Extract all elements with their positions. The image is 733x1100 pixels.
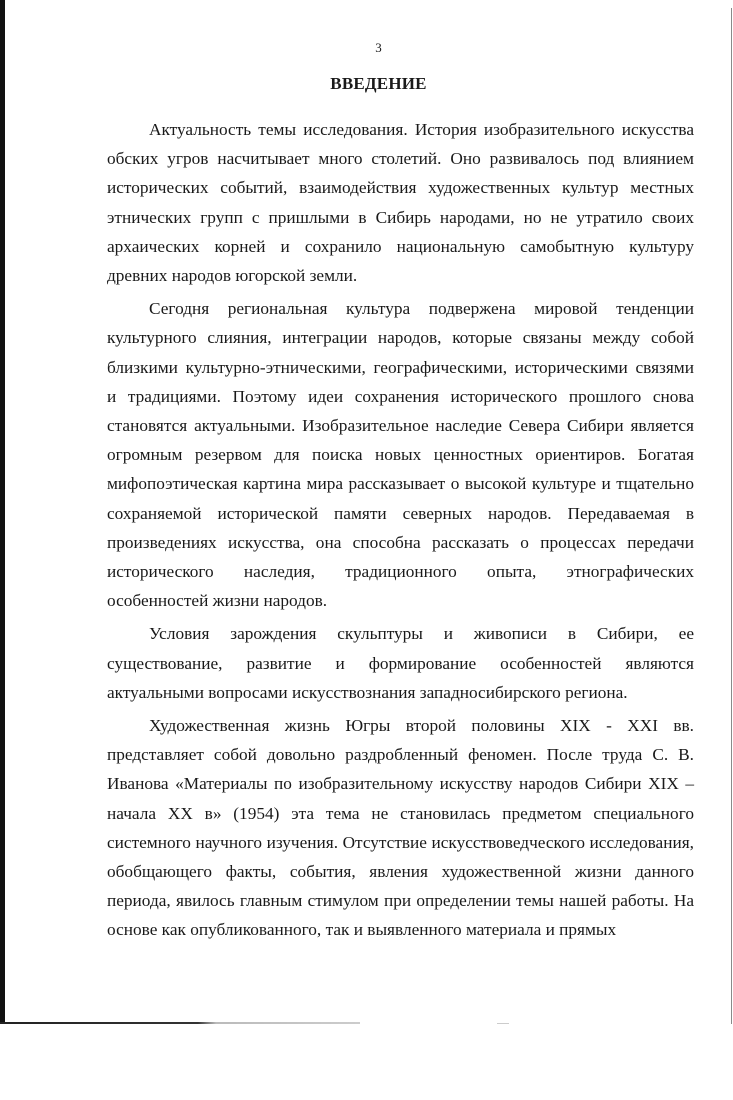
scan-left-border [0,0,5,1024]
page-number: 3 [375,40,382,55]
paragraph-sculpture-conditions: Условия зарождения скульптуры и живописи в Сибири, ее существование, развитие и формирование особенностей являются актуальными вопросами искусствознания западносибирского региона. [107,624,694,702]
scan-right-border [731,8,732,1024]
page-title: ВВЕДЕНИЕ [330,74,427,93]
scan-bottom-border-fragment [497,1023,509,1024]
paragraph-regional-culture: Сегодня региональная культура подвержена мировой тенденции культурного слияния, интеграции народов, которые связаны между собой близкими культурно-этническими, географическими, историческими связями и традициями. Поэтому идеи сохранения исторического прошлого снова становятся актуальными. Изобразительное наследие Севера Сибири является огромным резервом для поиска новых ценностных ориентиров. Богатая мифопоэтическая картина мира рассказывает о высокой культуре и тщательно сохраняемой исторической памяти северных народов. Передаваемая в произведениях искусства, она способна рассказать о процессах передачи исторического наследия, традиционного опыта, этнографических особенностей жизни народов. [107,299,694,611]
paragraph-relevance: Актуальность темы исследования. История изобразительного искусства обских угров насчитывает много столетий. Оно развивалось под влиянием исторических событий, взаимодействия художественных культур местных этнических групп с пришлыми в Сибирь народами, но не утратило своих архаических корней и сохранило национальную самобытную культуру древних народов югорской земли. [107,120,694,286]
scan-bottom-border [0,1022,360,1024]
paragraph-artistic-life: Художественная жизнь Югры второй половины XIX - XXI вв. представляет собой довольно раздробленный феномен. После труда С. В. Иванова «Материалы по изобразительному искусству народов Сибири XIX – начала XX в» (1954) эта тема не становилась предметом специального системного научного изучения. Отсутствие искусствоведческого исследования, обобщающего факты, события, явления художественной жизни данного периода, явилось главным стимулом при определении темы нашей работы. На основе как опубликованного, так и выявленного материала и прямых [107,716,694,940]
document-body [107,115,694,945]
